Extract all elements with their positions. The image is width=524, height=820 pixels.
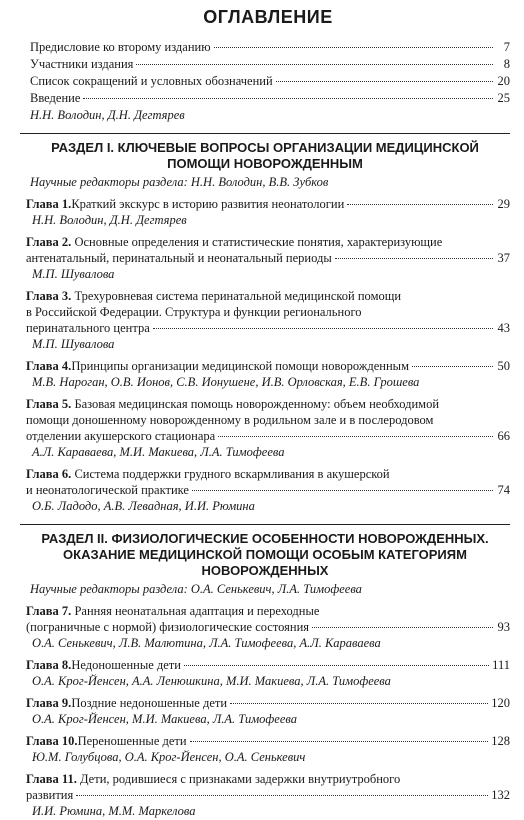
- page-number: 29: [497, 197, 510, 211]
- chapter-title-row: [26, 428, 510, 444]
- chapter-authors: М.П. Шувалова: [32, 337, 115, 351]
- chapter-title-text: помощи доношенному новорожденному в родильном зале и в послеродовом: [26, 413, 434, 427]
- chapter-entry[interactable]: [26, 288, 510, 352]
- chapter-entry[interactable]: [26, 603, 510, 651]
- page-number: 111: [492, 658, 510, 672]
- chapter-title-text: в Российской Федерации. Структура и функции регионального: [26, 305, 362, 319]
- chapter-authors: М.В. Нароган, О.В. Ионов, С.В. Ионушене, И.В. Орловская, Е.В. Грошева: [32, 375, 420, 389]
- dot-leader: [218, 436, 493, 437]
- chapter-authors: И.И. Рюмина, М.М. Маркелова: [32, 804, 196, 818]
- page-number: 120: [491, 696, 510, 710]
- chapter-label: Глава 5.: [26, 397, 72, 411]
- chapter-title-text: Недоношенные дети: [71, 658, 181, 672]
- chapter-authors: О.Б. Ладодо, А.В. Левадная, И.И. Рюмина: [32, 499, 255, 513]
- dot-leader: [184, 665, 489, 666]
- chapter-entry[interactable]: [26, 466, 510, 514]
- dot-leader: [276, 81, 493, 82]
- chapter-entry[interactable]: [26, 771, 510, 819]
- page-number: 8: [503, 57, 510, 71]
- dot-leader: [335, 258, 493, 259]
- chapter-title-row: [26, 657, 510, 673]
- chapter-title-text: развития: [26, 788, 74, 802]
- chapter-authors: О.А. Крог-Йенсен, А.А. Ленюшкина, М.И. Макиева, Л.А. Тимофеева: [32, 674, 391, 688]
- page-number: 7: [503, 40, 510, 54]
- page-number: 43: [497, 321, 510, 335]
- chapter-title-line: [26, 412, 510, 428]
- chapter-title-line: [26, 396, 510, 412]
- chapter-title-text: отделении акушерского стационара: [26, 429, 216, 443]
- dot-leader: [83, 98, 493, 99]
- chapter-title-line: [26, 234, 510, 250]
- entry-title: Список сокращений и условных обозначений: [30, 74, 273, 88]
- dot-leader: [76, 795, 488, 796]
- chapter-title-line: [26, 288, 510, 304]
- chapter-title-text: антенатальный, перинатальный и неонатальный периоды: [26, 251, 332, 265]
- chapter-title-text: Система поддержки грудного вскармливания в акушерской: [74, 467, 390, 481]
- dot-leader: [312, 627, 493, 628]
- entry-title: Участники издания: [30, 57, 134, 71]
- chapter-title-text: Трехуровневая система перинатальной медицинской помощи: [74, 289, 402, 303]
- chapter-title-text: Поздние недоношенные дети: [71, 696, 228, 710]
- chapter-authors: О.А. Крог-Йенсен, М.И. Макиева, Л.А. Тимофеева: [32, 712, 297, 726]
- section-chapters: [26, 603, 510, 819]
- page-number: 74: [497, 483, 510, 497]
- chapter-entry[interactable]: [26, 657, 510, 689]
- page-number: 132: [491, 788, 510, 802]
- chapter-label: Глава 11.: [26, 772, 77, 786]
- chapter-title-text: Переношенные дети: [77, 734, 187, 748]
- chapter-title-row: [26, 787, 510, 803]
- dot-leader: [153, 328, 493, 329]
- chapter-title-row: [26, 695, 510, 711]
- chapter-entry[interactable]: [26, 196, 510, 228]
- chapter-title-row: [26, 619, 510, 635]
- chapter-title-text: (пограничные с нормой) физиологические состояния: [26, 620, 310, 634]
- chapter-entry[interactable]: [26, 733, 510, 765]
- toc-entry[interactable]: [30, 39, 510, 56]
- chapter-title-text: Дети, родившиеся с признаками задержки внутриутробного: [80, 772, 401, 786]
- page-number: 93: [497, 620, 510, 634]
- chapter-title-text: Принципы организации медицинской помощи новорожденным: [71, 359, 409, 373]
- page-number: 25: [497, 91, 510, 105]
- chapter-title-text: Базовая медицинская помощь новорожденному: объем необходимой: [74, 397, 440, 411]
- chapter-title-row: [26, 196, 510, 212]
- entry-authors: Н.Н. Володин, Д.Н. Дегтярев: [30, 108, 185, 122]
- dot-leader: [136, 64, 493, 65]
- chapter-title-row: [26, 250, 510, 266]
- chapter-title-text: Краткий экскурс в историю развития неонатологии: [71, 197, 345, 211]
- chapter-title-line: [26, 304, 510, 320]
- dot-leader: [230, 703, 488, 704]
- toc-entry[interactable]: [30, 73, 510, 90]
- section-chapters: [26, 196, 510, 514]
- chapter-title-row: [26, 320, 510, 336]
- chapter-authors: О.А. Сенькевич, Л.В. Малютина, Л.А. Тимофеева, А.Л. Караваева: [32, 636, 381, 650]
- section-heading: РАЗДЕЛ II. ФИЗИОЛОГИЧЕСКИЕ ОСОБЕННОСТИ НОВОРОЖДЕННЫХ. ОКАЗАНИЕ МЕДИЦИНСКОЙ ПОМОЩИ ОСОБЫМ КАТЕГОРИЯМ НОВОРОЖДЕННЫХ: [20, 524, 510, 579]
- entry-title: Предисловие ко второму изданию: [30, 40, 211, 54]
- page-title: ОГЛАВЛЕНИЕ: [203, 7, 333, 27]
- section-editors: Научные редакторы раздела: Н.Н. Володин, В.В. Зубков: [30, 175, 329, 189]
- chapter-authors: М.П. Шувалова: [32, 267, 115, 281]
- chapter-label: Глава 6.: [26, 467, 72, 481]
- chapter-title-line: [26, 466, 510, 482]
- chapter-label: Глава 7.: [26, 604, 72, 618]
- chapter-entry[interactable]: [26, 234, 510, 282]
- chapter-label: Глава 9.: [26, 696, 72, 710]
- chapter-label: Глава 2.: [26, 235, 72, 249]
- chapter-title-row: [26, 482, 510, 498]
- front-matter: [26, 39, 510, 123]
- chapter-title-text: перинатального центра: [26, 321, 150, 335]
- chapter-title-text: Ранняя неонатальная адаптация и переходные: [74, 604, 320, 618]
- chapter-title-line: [26, 771, 510, 787]
- chapter-entry[interactable]: [26, 396, 510, 460]
- dot-leader: [190, 741, 489, 742]
- chapter-title-row: [26, 358, 510, 374]
- chapter-title-text: Основные определения и статистические понятия, характеризующие: [74, 235, 443, 249]
- chapter-entry[interactable]: [26, 695, 510, 727]
- toc-entry[interactable]: [30, 56, 510, 73]
- chapter-authors: Н.Н. Володин, Д.Н. Дегтярев: [32, 213, 187, 227]
- dot-leader: [214, 47, 493, 48]
- dot-leader: [192, 490, 493, 491]
- chapter-title-row: [26, 733, 510, 749]
- toc-entry[interactable]: [30, 90, 510, 107]
- page-number: 37: [497, 251, 510, 265]
- page-number: 128: [491, 734, 510, 748]
- chapter-authors: Ю.М. Голубцова, О.А. Крог-Йенсен, О.А. Сенькевич: [32, 750, 306, 764]
- section-heading: РАЗДЕЛ I. КЛЮЧЕВЫЕ ВОПРОСЫ ОРГАНИЗАЦИИ МЕДИЦИНСКОЙ ПОМОЩИ НОВОРОЖДЕННЫМ: [20, 133, 510, 172]
- page-number: 66: [497, 429, 510, 443]
- dot-leader: [347, 204, 493, 205]
- section-editors: Научные редакторы раздела: О.А. Сенькевич, Л.А. Тимофеева: [30, 582, 362, 596]
- chapter-label: Глава 1.: [26, 197, 72, 211]
- entry-title: Введение: [30, 91, 81, 105]
- chapter-title-line: [26, 603, 510, 619]
- page-number: 50: [497, 359, 510, 373]
- page-number: 20: [497, 74, 510, 88]
- chapter-authors: А.Л. Караваева, М.И. Макиева, Л.А. Тимофеева: [32, 445, 285, 459]
- dot-leader: [412, 366, 493, 367]
- chapter-label: Глава 3.: [26, 289, 72, 303]
- chapter-label: Глава 10.: [26, 734, 78, 748]
- chapter-entry[interactable]: [26, 358, 510, 390]
- chapter-label: Глава 4.: [26, 359, 72, 373]
- chapter-label: Глава 8.: [26, 658, 72, 672]
- chapter-title-text: и неонатологической практике: [26, 483, 189, 497]
